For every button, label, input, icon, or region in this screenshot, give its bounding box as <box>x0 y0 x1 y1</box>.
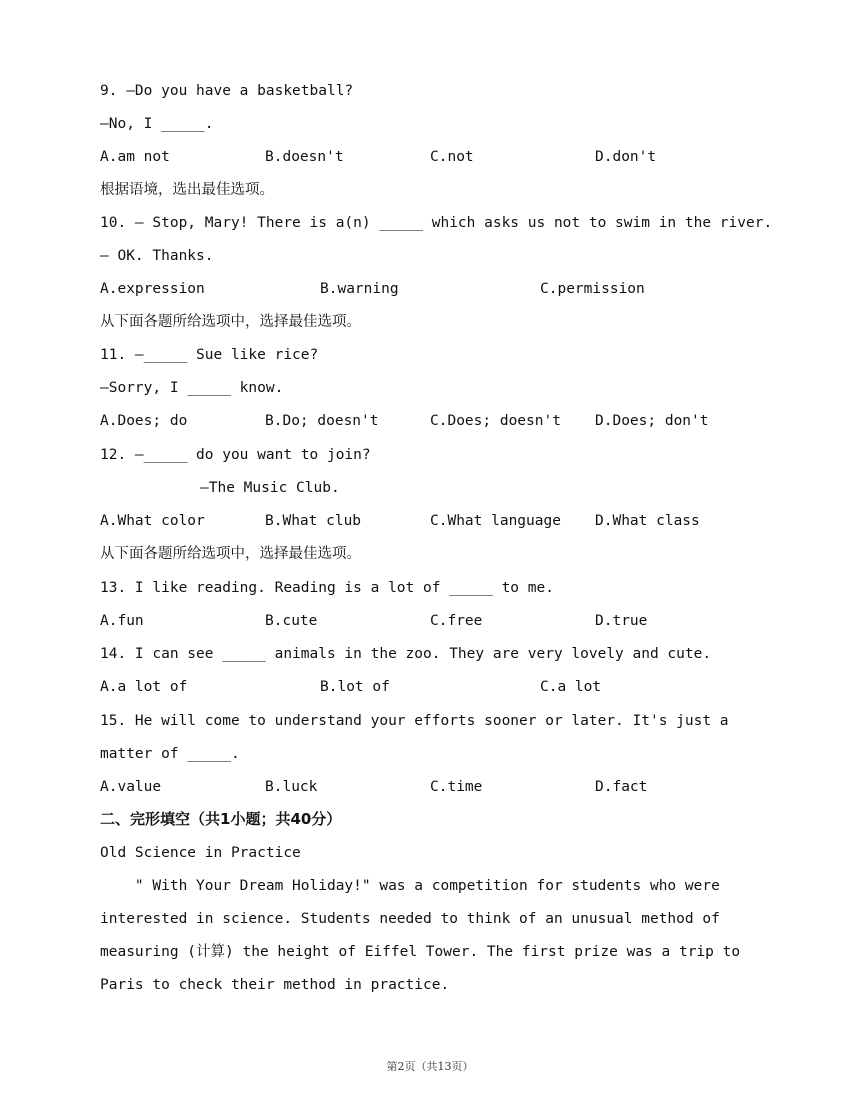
q13-option-d: D.true <box>595 613 648 629</box>
q11-option-a: A.Does; do <box>100 413 188 429</box>
instruction-3: 从下面各题所给选项中，选择最佳选项。 <box>100 546 361 562</box>
q9-option-b: B.doesn't <box>265 149 344 165</box>
q13-options <box>100 611 800 631</box>
q13-option-c: C.free <box>430 613 483 629</box>
q9-option-a: A.am not <box>100 149 170 165</box>
q12-option-c: C.What language <box>430 513 561 529</box>
passage-title: Old Science in Practice <box>100 845 301 861</box>
q11-option-d: D.Does; don't <box>595 413 709 429</box>
q11-stem: 11. —_____ Sue like rice? <box>100 347 319 363</box>
page-footer: 第2页（共13页） <box>386 1060 474 1073</box>
q15-option-b: B.luck <box>265 779 318 795</box>
q9-stem: 9. —Do you have a basketball? <box>100 83 354 99</box>
q15-option-a: A.value <box>100 779 162 795</box>
q13-option-a: A.fun <box>100 613 144 629</box>
q14-option-b: B.lot of <box>320 679 390 695</box>
q12-stem: 12. —_____ do you want to join? <box>100 447 371 463</box>
q14-option-a: A.a lot of <box>100 679 188 695</box>
passage-line: Paris to check their method in practice. <box>100 977 450 993</box>
q10-option-c: C.permission <box>540 281 645 297</box>
passage-line: interested in science. Students needed to think of an unusual method of <box>100 911 720 927</box>
passage-line: " With Your Dream Holiday!" was a competition for students who were <box>100 878 720 894</box>
q15-option-c: C.time <box>430 779 483 795</box>
q11-option-c: C.Does; doesn't <box>430 413 561 429</box>
q12-options <box>100 511 800 531</box>
q10-reply: — OK. Thanks. <box>100 248 214 264</box>
q9-option-d: D.don't <box>595 149 657 165</box>
q11-reply: —Sorry, I _____ know. <box>100 380 284 396</box>
q12-option-b: B.What club <box>265 513 362 529</box>
q15-stem-line-1: 15. He will come to understand your efforts sooner or later. It's just a <box>100 713 729 729</box>
q11-options <box>100 411 800 431</box>
section-heading: 二、完形填空（共1小题；共40分） <box>100 810 342 828</box>
q11-option-b: B.Do; doesn't <box>265 413 379 429</box>
q14-option-c: C.a lot <box>540 679 602 695</box>
q13-stem: 13. I like reading. Reading is a lot of _____ to me. <box>100 580 554 596</box>
q12-option-a: A.What color <box>100 513 205 529</box>
q10-option-a: A.expression <box>100 281 205 297</box>
q15-option-d: D.fact <box>595 779 648 795</box>
q10-option-b: B.warning <box>320 281 399 297</box>
q13-option-b: B.cute <box>265 613 318 629</box>
q15-stem-line-2: matter of _____. <box>100 746 240 762</box>
q9-option-c: C.not <box>430 149 474 165</box>
instruction-2: 从下面各题所给选项中，选择最佳选项。 <box>100 314 361 330</box>
q15-options <box>100 777 800 797</box>
q10-stem: 10. — Stop, Mary! There is a(n) _____ which asks us not to swim in the river. <box>100 215 773 231</box>
q9-reply: —No, I _____. <box>100 116 214 132</box>
q14-stem: 14. I can see _____ animals in the zoo. They are very lovely and cute. <box>100 646 712 662</box>
q9-options <box>100 147 800 167</box>
q10-options <box>100 279 800 299</box>
instruction-1: 根据语境，选出最佳选项。 <box>100 182 274 198</box>
q14-options <box>100 677 800 697</box>
q12-reply: —The Music Club. <box>200 480 340 496</box>
passage-line: measuring (计算) the height of Eiffel Tower. The first prize was a trip to <box>100 944 741 960</box>
q12-option-d: D.What class <box>595 513 700 529</box>
